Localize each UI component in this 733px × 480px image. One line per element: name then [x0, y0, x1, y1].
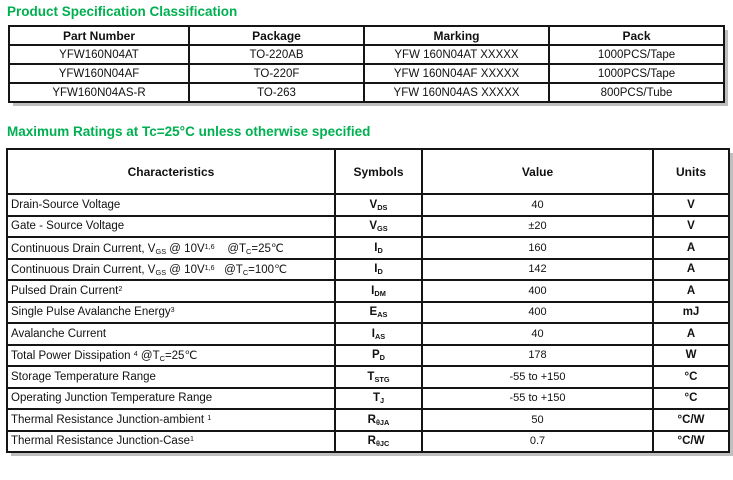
symbol-cell: $I_{DM}$ [335, 280, 422, 302]
value-cell: -55 to +150 [422, 366, 653, 388]
symbol-cell: $T_{STG}$ [335, 366, 422, 388]
table-row [7, 345, 729, 367]
symbol-cell: $V_{GS}$ [335, 216, 422, 238]
characteristic-cell: Thermal Resistance Junction-Case$^1$ [7, 431, 335, 453]
units-cell: A [653, 237, 729, 259]
pack-cell: 1000PCS/Tape [549, 45, 724, 64]
table-row [7, 388, 729, 410]
ratings-header-symbols: Symbols [335, 149, 422, 194]
units-cell: V [653, 194, 729, 216]
characteristic-cell: Avalanche Current [7, 323, 335, 345]
characteristic-cell: Operating Junction Temperature Range [7, 388, 335, 410]
spec-header-row [9, 26, 724, 45]
table-row [7, 216, 729, 238]
units-cell: °C [653, 388, 729, 410]
symbol-cell: $E_{AS}$ [335, 302, 422, 324]
spec-header-package: Package [189, 26, 364, 45]
value-cell: 0.7 [422, 431, 653, 453]
ratings-header-characteristics: Characteristics [7, 149, 335, 194]
units-cell: W [653, 345, 729, 367]
value-cell: -55 to +150 [422, 388, 653, 410]
characteristic-cell: Total Power Dissipation $^4$ $@T_C=25℃$ [7, 345, 335, 367]
value-cell: ±20 [422, 216, 653, 238]
spec-header-marking: Marking [364, 26, 549, 45]
value-cell: 160 [422, 237, 653, 259]
units-cell: A [653, 259, 729, 281]
characteristic-cell: Pulsed Drain Current$^2$ [7, 280, 335, 302]
pack-cell: 1000PCS/Tape [549, 64, 724, 83]
characteristic-cell: Gate - Source Voltage [7, 216, 335, 238]
maximum-ratings-table [6, 148, 730, 453]
section-heading-product-spec: Product Specification Classification [7, 4, 238, 19]
value-cell: 142 [422, 259, 653, 281]
table-row [9, 45, 724, 64]
marking-cell: YFW 160N04AF XXXXX [364, 64, 549, 83]
units-cell: °C/W [653, 431, 729, 453]
table-row [7, 237, 729, 259]
spec-header-pack: Pack [549, 26, 724, 45]
table-row [7, 259, 729, 281]
units-cell: A [653, 323, 729, 345]
ratings-header-row [7, 149, 729, 194]
table-row [9, 83, 724, 102]
symbol-cell: $I_D$ [335, 259, 422, 281]
symbol-cell: $I_D$ [335, 237, 422, 259]
symbol-cell: $R_{\theta JC}$ [335, 431, 422, 453]
package-cell: TO-263 [189, 83, 364, 102]
characteristic-cell: Single Pulse Avalanche Energy$^3$ [7, 302, 335, 324]
table-row [7, 280, 729, 302]
product-spec-table [8, 25, 725, 103]
value-cell: 50 [422, 409, 653, 431]
section-heading-maximum-ratings: Maximum Ratings at Tc=25°C unless otherwise specified [7, 124, 371, 139]
characteristic-cell: Continuous Drain Current, $V_{GS}$ @ $10V^{1,6}$ $@T_C=100℃$ [7, 259, 335, 281]
part-number-cell: YFW160N04AS-R [9, 83, 189, 102]
symbol-cell: $R_{\theta JA}$ [335, 409, 422, 431]
symbol-cell: $I_{AS}$ [335, 323, 422, 345]
pack-cell: 800PCS/Tube [549, 83, 724, 102]
marking-cell: YFW 160N04AT XXXXX [364, 45, 549, 64]
ratings-header-value: Value [422, 149, 653, 194]
table-row [7, 409, 729, 431]
value-cell: 178 [422, 345, 653, 367]
part-number-cell: YFW160N04AF [9, 64, 189, 83]
characteristic-cell: Drain-Source Voltage [7, 194, 335, 216]
value-cell: 400 [422, 302, 653, 324]
package-cell: TO-220AB [189, 45, 364, 64]
units-cell: V [653, 216, 729, 238]
part-number-cell: YFW160N04AT [9, 45, 189, 64]
symbol-cell: $V_{DS}$ [335, 194, 422, 216]
ratings-header-units: Units [653, 149, 729, 194]
characteristic-cell: Storage Temperature Range [7, 366, 335, 388]
table-row [7, 323, 729, 345]
units-cell: mJ [653, 302, 729, 324]
table-row [7, 302, 729, 324]
package-cell: TO-220F [189, 64, 364, 83]
characteristic-cell: Thermal Resistance Junction-ambient $^1$ [7, 409, 335, 431]
table-row [9, 64, 724, 83]
value-cell: 400 [422, 280, 653, 302]
table-row [7, 431, 729, 453]
characteristic-cell: Continuous Drain Current, $V_{GS}$ @ $10V^{1,6}$ $@T_C=25℃$ [7, 237, 335, 259]
table-row [7, 194, 729, 216]
units-cell: A [653, 280, 729, 302]
table-row [7, 366, 729, 388]
units-cell: °C [653, 366, 729, 388]
symbol-cell: $P_D$ [335, 345, 422, 367]
marking-cell: YFW 160N04AS XXXXX [364, 83, 549, 102]
value-cell: 40 [422, 194, 653, 216]
spec-header-part-number: Part Number [9, 26, 189, 45]
units-cell: °C/W [653, 409, 729, 431]
symbol-cell: $T_J$ [335, 388, 422, 410]
value-cell: 40 [422, 323, 653, 345]
